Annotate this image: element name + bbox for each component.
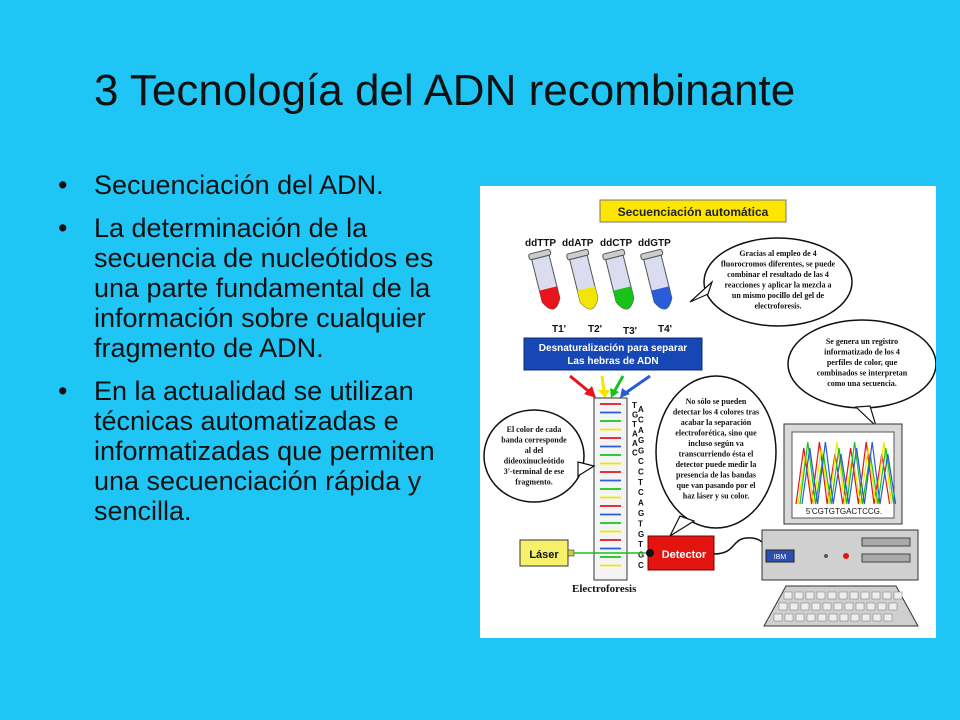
bubble-text: 3'-terminal de ese xyxy=(503,467,565,476)
bubble-text: banda corresponde xyxy=(501,435,567,445)
gel-letter: G xyxy=(638,436,645,446)
bubble-text: fragmento. xyxy=(515,477,553,487)
bubble-text: No sólo se pueden xyxy=(685,397,747,406)
bubble-text: electroforética, sino que xyxy=(675,428,757,438)
gel-letter: C xyxy=(638,457,644,466)
slide-title: 3 Tecnología del ADN recombinante xyxy=(94,66,796,115)
gel-letter: A xyxy=(638,425,644,435)
test-tube xyxy=(528,249,564,312)
bubble-right xyxy=(788,320,936,426)
computer-brand: IBM xyxy=(773,554,787,561)
bubble-text: presencia de las bandas xyxy=(675,470,757,480)
tube-label: T4' xyxy=(658,324,673,335)
bubble-text: combinar el resultado de las 4 xyxy=(727,270,829,279)
gel-letter: G xyxy=(638,529,645,539)
electrophoresis-label: Electroforesis xyxy=(572,583,637,595)
figure-header-text: Secuenciación automática xyxy=(617,205,769,219)
bubble-text: transcurriendo ésta el xyxy=(678,449,754,459)
test-tube xyxy=(566,249,602,312)
gel-letter: C xyxy=(638,415,644,425)
bubble-text: que van pasando por el xyxy=(676,481,756,490)
bullet-item: • La determinación de la secuencia de nucleótidos es una parte fundamental de la información sobre cualquier fragmento de ADN. xyxy=(58,213,473,363)
sequencing-figure xyxy=(480,186,936,638)
tube-label: T3' xyxy=(623,326,638,337)
gel-letter: C xyxy=(638,488,644,498)
bubble-text: acabar la separación xyxy=(680,418,752,427)
tube-label: T2' xyxy=(588,324,603,335)
bullet-item: • En la actualidad se utilizan técnicas automatizadas e informatizadas que permiten una secuenciación rápida y sencilla. xyxy=(58,376,473,526)
tube-label: T1' xyxy=(552,324,567,335)
bubble-text: incluso según va xyxy=(688,439,744,448)
bubble-text: Gracias al empleo de 4 xyxy=(739,249,817,258)
test-tube xyxy=(602,249,638,312)
bubble-text: informatizado de los 4 xyxy=(824,347,900,357)
bubble-left xyxy=(484,410,594,502)
bullet-list xyxy=(58,170,473,539)
bubble-middle xyxy=(656,376,776,536)
gel-letter: A xyxy=(632,439,638,448)
bubble-text: al del xyxy=(524,446,544,455)
gel-letter: A xyxy=(632,429,638,439)
bubble-text: reacciones y aplicar la mezcla a xyxy=(724,280,832,290)
bubble-text: detectar los 4 colores tras xyxy=(672,407,760,417)
reagent-label: ddCTP xyxy=(600,238,633,249)
gel-letter: C xyxy=(638,561,644,570)
gel-letter: T xyxy=(638,519,643,529)
gel-letter: C xyxy=(638,467,644,477)
bubble-text: combinados se interpretan xyxy=(816,368,908,378)
denaturation-text: Desnaturalización para separar xyxy=(538,343,688,354)
gel-letter: A xyxy=(638,498,644,508)
denaturation-text: Las hebras de ADN xyxy=(567,356,659,367)
bubble-text: como una secuencia. xyxy=(827,379,897,388)
bubble-text: perfiles de color, que xyxy=(826,358,898,367)
sequence-readout: 5'CGTGTGACTCCG. xyxy=(805,507,883,516)
bubble-text: haz láser y su color. xyxy=(682,491,750,501)
figure-header xyxy=(600,200,786,222)
test-tubes xyxy=(528,249,676,312)
reagent-label: ddTTP xyxy=(525,238,557,249)
reagent-label: ddGTP xyxy=(638,238,671,249)
gel-letter: C xyxy=(632,448,638,458)
denaturation-box xyxy=(524,338,702,370)
gel-letter: G xyxy=(638,550,645,560)
gel-letter: T xyxy=(632,401,637,410)
detector-label: Detector xyxy=(661,549,707,561)
reagent-label: ddATP xyxy=(562,238,594,249)
gel-letter: T xyxy=(638,477,643,487)
bubble-text: fluorocromos diferentes, se puede xyxy=(720,259,836,269)
gel-letter: G xyxy=(638,446,645,456)
bubble-text: El color de cada xyxy=(506,425,562,434)
gel-letter: G xyxy=(638,509,645,518)
test-tube xyxy=(640,249,676,312)
bubble-top xyxy=(690,238,852,326)
laser-label: Láser xyxy=(529,549,559,561)
bubble-text: detector puede medir la xyxy=(675,460,757,469)
bubble-text: electroforesis. xyxy=(754,301,802,311)
computer xyxy=(762,424,918,626)
bubble-text: Se genera un registro xyxy=(825,337,899,346)
gel-letter: A xyxy=(638,405,644,414)
gel-letter: T xyxy=(638,540,643,550)
gel-letter: T xyxy=(632,420,637,429)
arrows xyxy=(570,376,650,398)
bullet-item: • Secuenciación del ADN. xyxy=(58,170,473,200)
laser-box xyxy=(520,540,648,566)
bubble-text: dideoxinucleótido xyxy=(503,456,565,466)
gel-letter: G xyxy=(632,410,639,420)
bubble-text: un mismo pocillo del gel de xyxy=(731,291,825,300)
